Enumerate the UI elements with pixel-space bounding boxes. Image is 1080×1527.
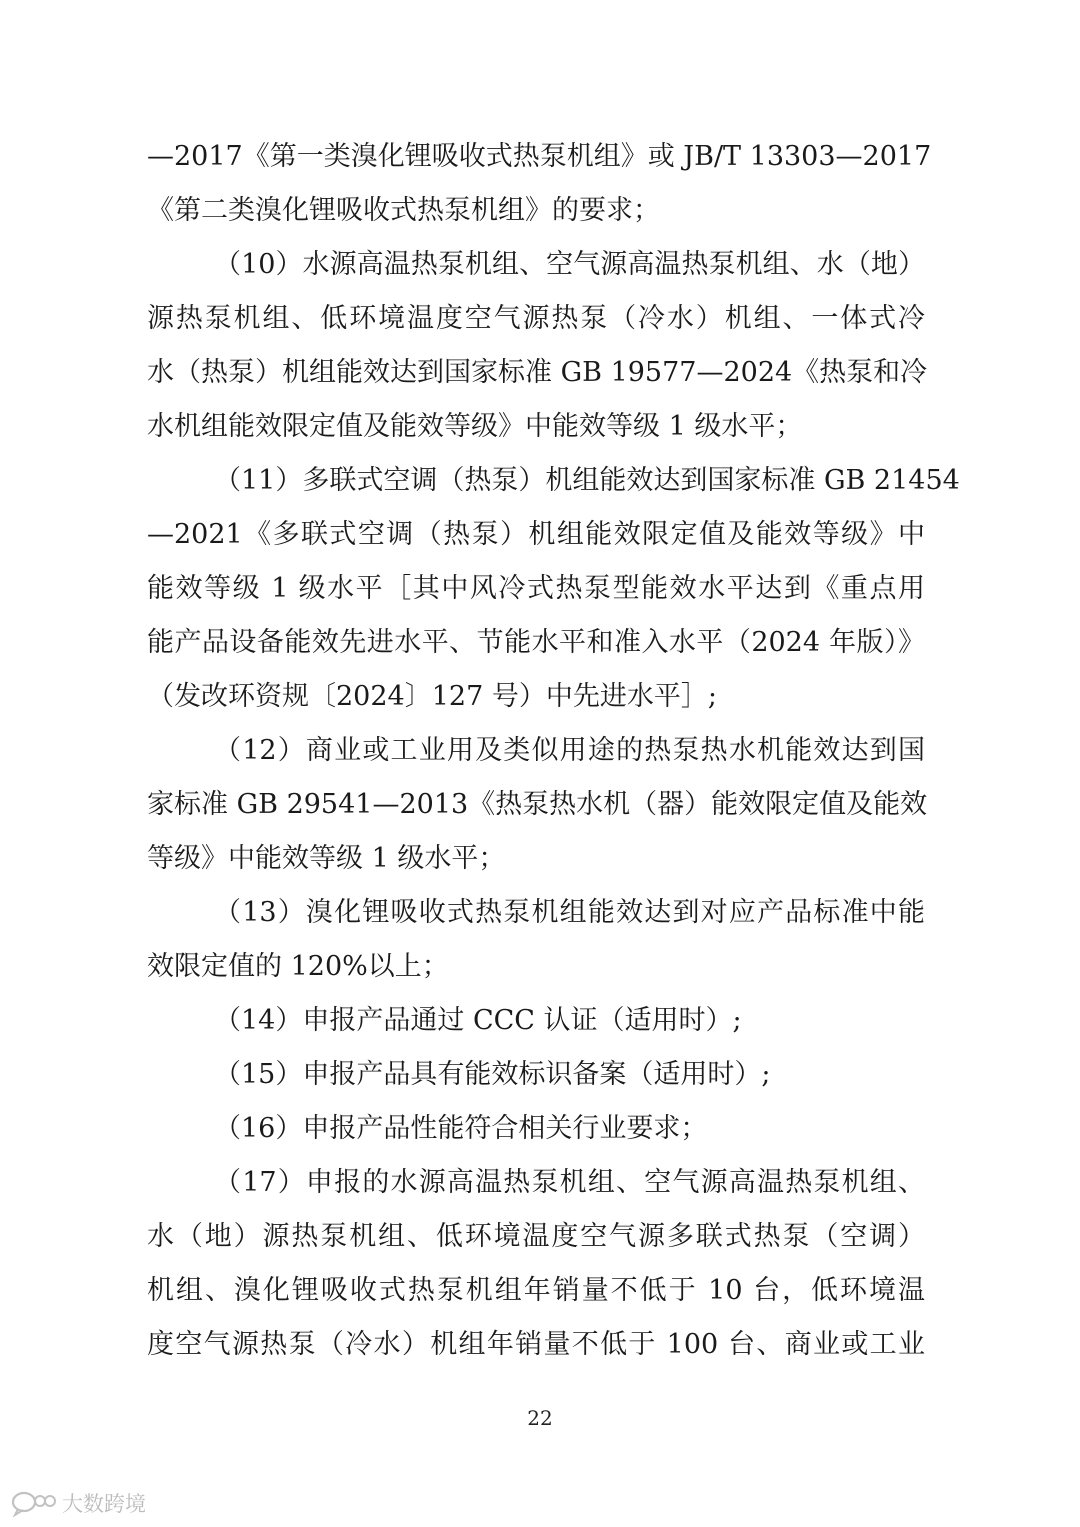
chat-bubble-logo-icon bbox=[10, 1489, 56, 1517]
text-line: （11）多联式空调（热泵）机组能效达到国家标准 GB 21454 bbox=[214, 465, 960, 496]
text-line: 效限定值的 120%以上； bbox=[147, 951, 449, 982]
watermark bbox=[10, 1488, 146, 1518]
text-line: 能效等级 1 级水平［其中风冷式热泵型能效水平达到《重点用 bbox=[147, 573, 925, 604]
text-line: 《第二类溴化锂吸收式热泵机组》的要求； bbox=[147, 195, 660, 226]
text-line: （发改环资规〔2024〕127 号）中先进水平］; bbox=[147, 681, 717, 712]
text-line: （17）申报的水源高温热泵机组、空气源高温热泵机组、 bbox=[214, 1167, 925, 1198]
text-line: （12）商业或工业用及类似用途的热泵热水机能效达到国 bbox=[214, 735, 925, 766]
text-line: —2017《第一类溴化锂吸收式热泵机组》或 JB/T 13303—2017 bbox=[147, 141, 932, 172]
text-line: （13）溴化锂吸收式热泵机组能效达到对应产品标准中能 bbox=[214, 897, 925, 928]
text-line: （16）申报产品性能符合相关行业要求； bbox=[214, 1113, 708, 1144]
text-line: 度空气源热泵（冷水）机组年销量不低于 100 台、商业或工业 bbox=[147, 1329, 925, 1360]
text-line: （15）申报产品具有能效标识备案（适用时）; bbox=[214, 1059, 771, 1090]
text-line: （10）水源高温热泵机组、空气源高温热泵机组、水（地） bbox=[214, 249, 925, 280]
text-line: 机组、溴化锂吸收式热泵机组年销量不低于 10 台，低环境温 bbox=[147, 1275, 925, 1306]
text-line: （14）申报产品通过 CCC 认证（适用时）; bbox=[214, 1005, 742, 1036]
text-line: 能产品设备能效先进水平、节能水平和准入水平（2024 年版）》 bbox=[147, 627, 925, 658]
text-line: 家标准 GB 29541—2013《热泵热水机（器）能效限定值及能效 bbox=[147, 789, 928, 820]
watermark-text: 大数跨境 bbox=[62, 1492, 146, 1516]
text-line: 等级》中能效等级 1 级水平； bbox=[147, 843, 506, 874]
page-number: 22 bbox=[527, 1406, 553, 1430]
text-line: 水（地）源热泵机组、低环境温度空气源多联式热泵（空调） bbox=[147, 1221, 925, 1252]
text-line: 源热泵机组、低环境温度空气源热泵（冷水）机组、一体式冷 bbox=[147, 303, 925, 334]
text-line: 水机组能效限定值及能效等级》中能效等级 1 级水平； bbox=[147, 411, 803, 442]
text-line: —2021《多联式空调（热泵）机组能效限定值及能效等级》中 bbox=[147, 519, 925, 550]
text-line: 水（热泵）机组能效达到国家标准 GB 19577—2024《热泵和冷 bbox=[147, 357, 928, 388]
